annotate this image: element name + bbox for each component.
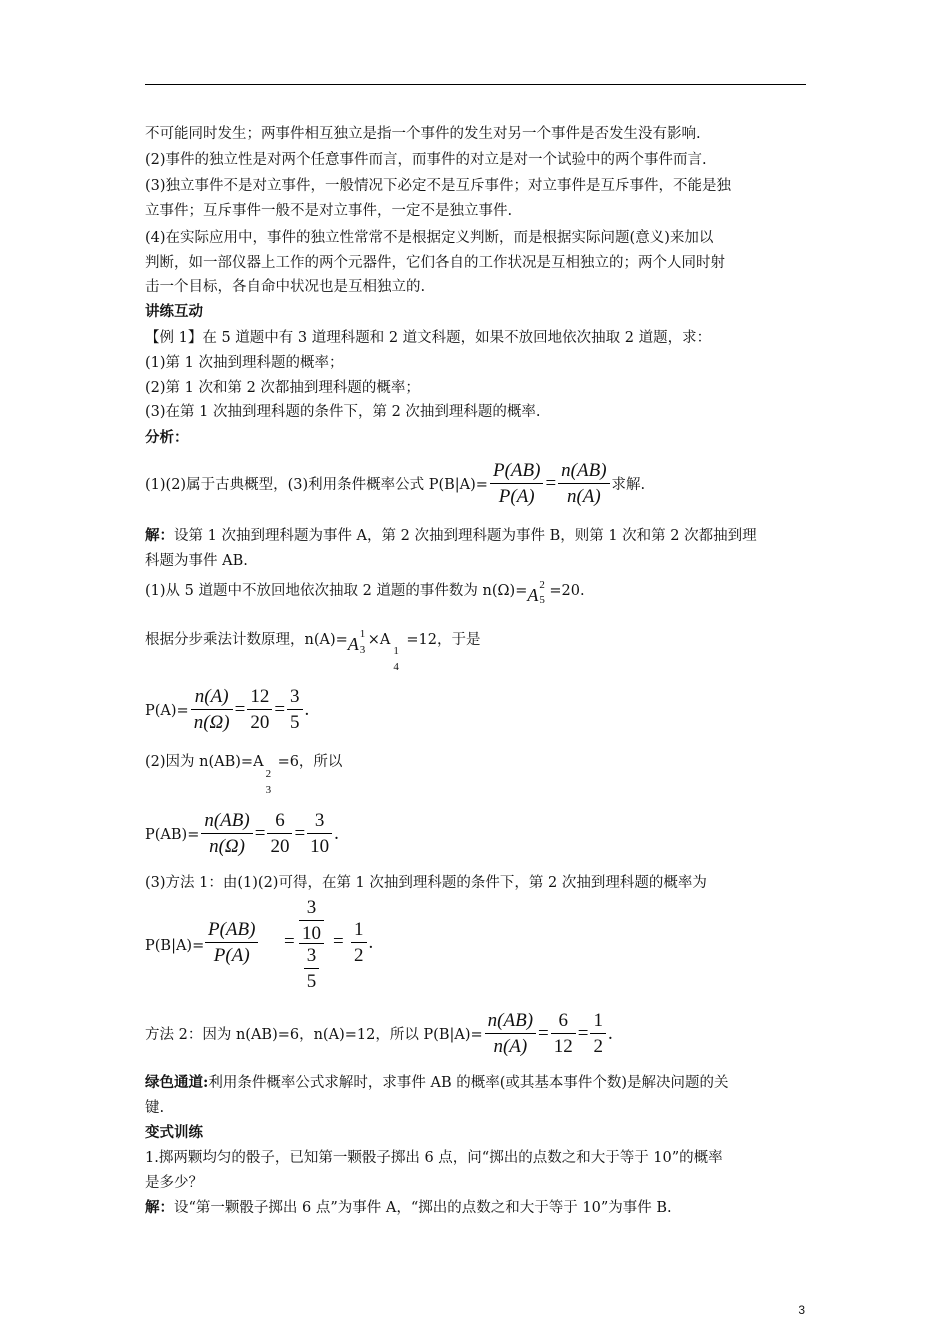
solution-intro: 科题为事件 AB. [145, 553, 248, 569]
page-number: 3 [798, 1303, 805, 1317]
paragraph-line: 击一个目标，各自命中状况也是互相独立的. [145, 279, 426, 295]
example-question: (3)在第 1 次抽到理科题的条件下，第 2 次抽到理科题的概率. [145, 404, 541, 420]
paragraph-line: 不可能同时发生；两事件相互独立是指一个事件的发生对另一个事件是否发生没有影响. [145, 126, 701, 142]
exercise-solution: 解：设“第一颗骰子掷出 6 点”为事件 A，“掷出的点数之和大于等于 10”为事件 B. [145, 1199, 672, 1216]
example-question: (2)第 1 次和第 2 次都抽到理科题的概率； [145, 380, 420, 396]
pab-formula: P(AB)= $\frac{n(AB)}{n(\Omega)}$ = $\frac{6}{20}$ = $\frac{3}{10}$ . [145, 810, 339, 858]
header-rule [145, 84, 806, 85]
exercise-question: 是多少？ [145, 1175, 203, 1191]
green-channel: 绿色通道:利用条件概率公式求解时，求事件 AB 的概率(或其基本事件个数)是解决问题的关 [145, 1074, 729, 1091]
solution-step: 根据分步乘法计数原理，n(A)=A 1 3 ×A 1 4 =12，于是 [145, 628, 481, 673]
exercise-question: 1.掷两颗均匀的骰子，已知第一颗骰子掷出 6 点，问“掷出的点数之和大于等于 10”的概率 [145, 1150, 723, 1166]
paragraph-line: (2)事件的独立性是对两个任意事件而言，而事件的对立是对一个试验中的两个事件而言. [145, 152, 707, 168]
solution-intro: 解：设第 1 次抽到理科题为事件 A，第 2 次抽到理科题为事件 B，则第 1 次和第 2 次都抽到理 [145, 527, 757, 544]
section-heading: 讲练互动 [145, 303, 203, 320]
solution-step: (1)从 5 道题中不放回地依次抽取 2 道题的事件数为 n(Ω)=A 2 5 =20. [145, 579, 585, 606]
paragraph-line: (3)独立事件不是对立事件，一般情况下必定不是互斥事件；对立事件是互斥事件，不能是独 [145, 178, 732, 194]
section-heading: 变式训练 [145, 1124, 203, 1141]
analysis-label: 分析： [145, 429, 189, 446]
example-title: 【例 1】在 5 道题中有 3 道理科题和 2 道文科题，如果不放回地依次抽取 2 道题，求： [145, 330, 712, 346]
paragraph-line: 判断，如一部仪器上工作的两个元器件，它们各自的工作状况是互相独立的；两个人同时射 [145, 255, 725, 271]
paragraph-line: (4)在实际应用中，事件的独立性常常不是根据定义判断，而是根据实际问题(意义)来加以 [145, 230, 714, 246]
compound-fraction: $\frac{\frac{3}{10}}{\frac{3}{5}}$ [299, 896, 324, 995]
solution-step: (2)因为 n(AB)=A 2 3 =6，所以 [145, 754, 343, 796]
method2-formula: 方法 2：因为 n(AB)=6，n(A)=12，所以 P(B|A)= $\frac{n(AB)}{n(A)}$ = $\frac{6}{12}$ = $\frac{1}{2}$ . [145, 1010, 613, 1058]
green-channel-cont: 键. [145, 1100, 165, 1116]
solution-step: (3)方法 1：由(1)(2)可得，在第 1 次抽到理科题的条件下，第 2 次抽到理科题的概率为 [145, 875, 707, 891]
example-question: (1)第 1 次抽到理科题的概率； [145, 355, 344, 371]
pa-formula: P(A)= $\frac{n(A)}{n(\Omega)}$ = $\frac{12}{20}$ = $\frac{3}{5}$ . [145, 686, 310, 734]
fraction: $\frac{P(AB)}{P(A)}$ = $\frac{n(AB)}{n(A)}$ [488, 473, 612, 494]
analysis-formula: (1)(2)属于古典概型，(3)利用条件概率公式 P(B|A)= $\frac{P(AB)}{P(A)}$ = $\frac{n(AB)}{n(A)}$ 求解. [145, 460, 646, 508]
paragraph-line: 立事件；互斥事件一般不是对立事件，一定不是独立事件. [145, 203, 513, 219]
